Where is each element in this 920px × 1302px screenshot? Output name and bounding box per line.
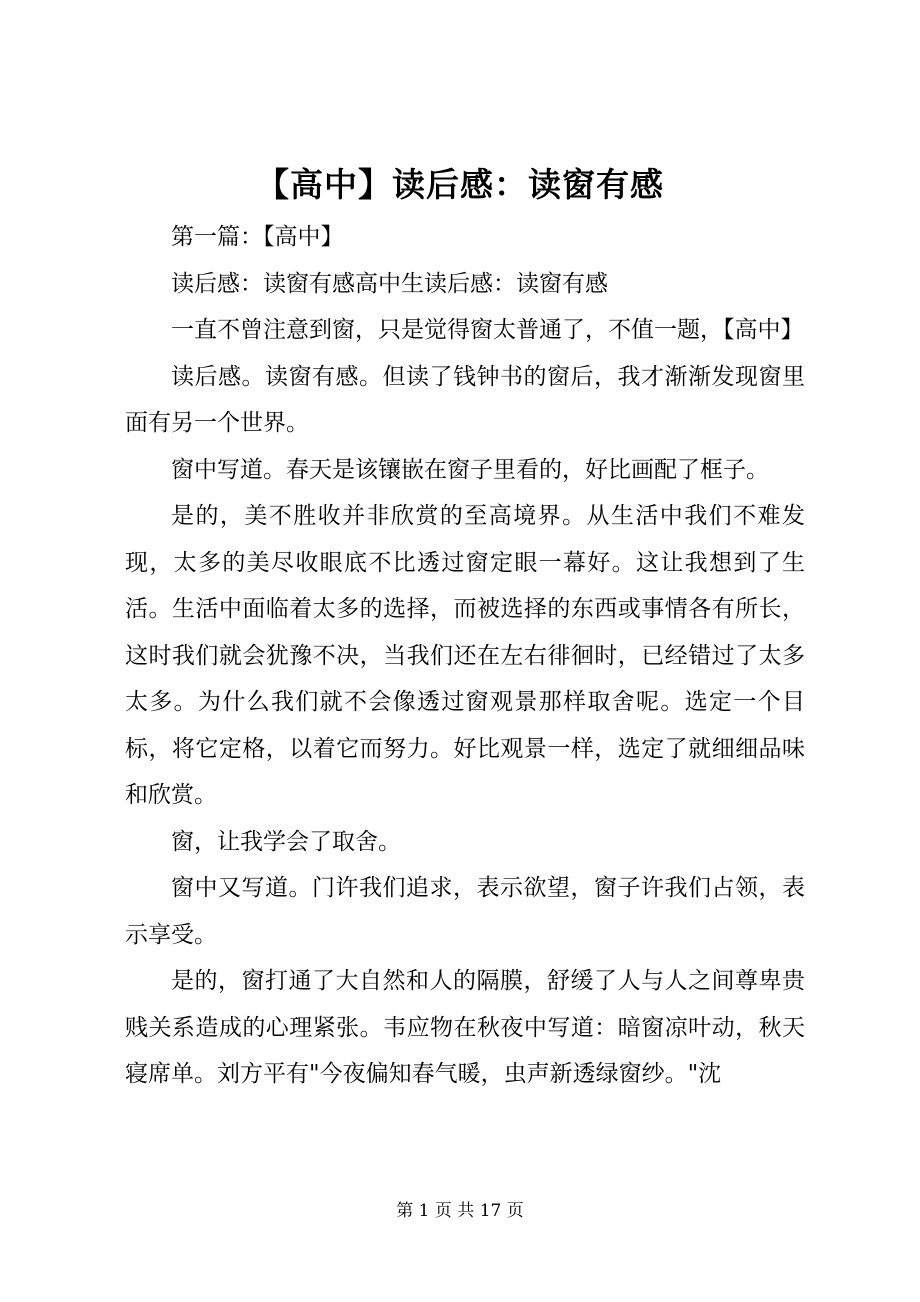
paragraph-1: 第一篇：【高中】 [171,224,344,250]
paragraph-5: 窗中写道。春天是该镶嵌在窗子里看的，好比画配了框子。 [171,456,769,483]
document-title: 【高中】读后感：读窗有感 [256,165,664,204]
paragraph-4: 读后感。读窗有感。但读了钱钟书的窗后，我才渐渐发现窗里面有另一个世界。 [125,363,805,436]
paragraph-2: 读后感：读窗有感高中生读后感：读窗有感 [171,270,608,297]
paragraph-6: 是的，美不胜收并非欣赏的至高境界。从生活中我们不难发现，太多的美尽收眼底不比透过窗定眼一幕好。这让我想到了生活。生活中面临着太多的选择，而被选择的东西或事情各有所长，这时我们就会犹豫不决，当我们还在左右徘徊时，已经错过了太多太多。为什么我们就不会像透过窗观景那样取舍呢。选定一个目标，将它定格，以着它而努力。好比观景一样，选定了就细细品味和欣赏。 [125,503,805,808]
paragraph-7: 窗，让我学会了取舍。 [171,828,401,855]
page-number-footer: 第 1 页 共 17 页 [396,1201,524,1221]
paragraph-8: 窗中又写道。门许我们追求，表示欲望，窗子许我们占领，表示享受。 [125,875,805,948]
paragraph-3: 一直不曾注意到窗，只是觉得窗太普通了，不值一题，【高中】 [171,317,804,343]
document-body [125,214,805,1098]
paragraph-9: 是的，窗打通了大自然和人的隔膜，舒缓了人与人之间尊卑贵贱关系造成的心理紧张。韦应物在秋夜中写道：暗窗凉叶动，秋天寝席单。刘方平有"今夜偏知春气暖，虫声新透绿窗纱。"沈 [125,968,805,1087]
